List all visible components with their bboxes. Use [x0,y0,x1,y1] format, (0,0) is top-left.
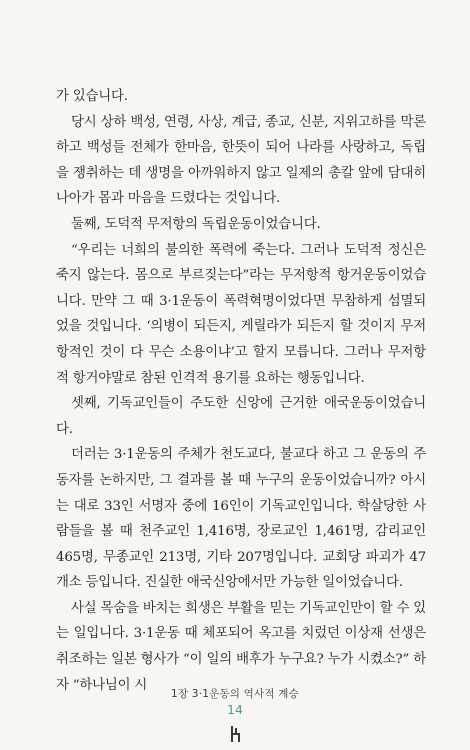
chair-logo-icon [225,724,245,744]
page-footer [0,686,470,717]
paragraph: 사실 목숨을 바치는 희생은 부활을 믿는 기독교인만이 할 수 있는 일입니다. 3·1운동 때 체포되어 옥고를 치렀던 이상재 선생은 취조하는 일본 형사가 “이 일의 배후가 누구요? 누가 시켰소?” 하자 “하나님이 시 [56,600,426,693]
chapter-label: 1장 3·1운동의 역사적 계승 [171,688,299,700]
paragraph: 당시 상하 백성, 연령, 사상, 계급, 종교, 신분, 지위고하를 막론하고 백성들 전체가 한마음, 한뜻이 되어 나라를 사랑하고, 독립을 쟁취하는 데 생명을 아까워하지 않고 일제의 총칼 앞에 담대히 나아가 몸과 마음을 드렸다는 것입니다. [56,114,426,207]
paragraph: “우리는 너희의 불의한 폭력에 죽는다. 그러나 도덕적 정신은 죽지 않는다. 몸으로 부르짖는다”라는 무저항적 항거운동이었습니다. 만약 그 때 3·1운동이 폭력혁명이었다면 무참하게 섬멸되었을 것입니다. ‘의병이 되든지, 게릴라가 되든지 할 것이지 무저항적인 것이 다 무슨 소용이냐’고 할지 모릅니다. 그러나 무저항적 항거야말로 참된 인격적 용기를 요하는 행동입니다. [56,242,426,386]
paragraph: 셋째, 기독교인들이 주도한 신앙에 근거한 애국운동이었습니다. [56,396,426,437]
body-text [56,84,426,698]
page-number: 14 [227,702,243,717]
paragraph: 둘째, 도덕적 무저항의 독립운동이었습니다. [71,216,321,232]
paragraph: 가 있습니다. [56,89,128,104]
paragraph: 더러는 3·1운동의 주체가 천도교다, 불교다 하고 그 운동의 주동자를 논하지만, 그 결과를 볼 때 누구의 운동이었습니까? 아시는 대로 33인 서명자 중에 16인이 기독교인입니다. 학살당한 사람들을 볼 때 천주교인 1,416명, 장로교인 1,461명, 감리교인 465명, 무종교인 213명, 기타 207명입니다. 교회당 파괴가 47개소 등입니다. 진실한 애국신앙에서만 가능한 일이었습니다. [56,447,426,591]
